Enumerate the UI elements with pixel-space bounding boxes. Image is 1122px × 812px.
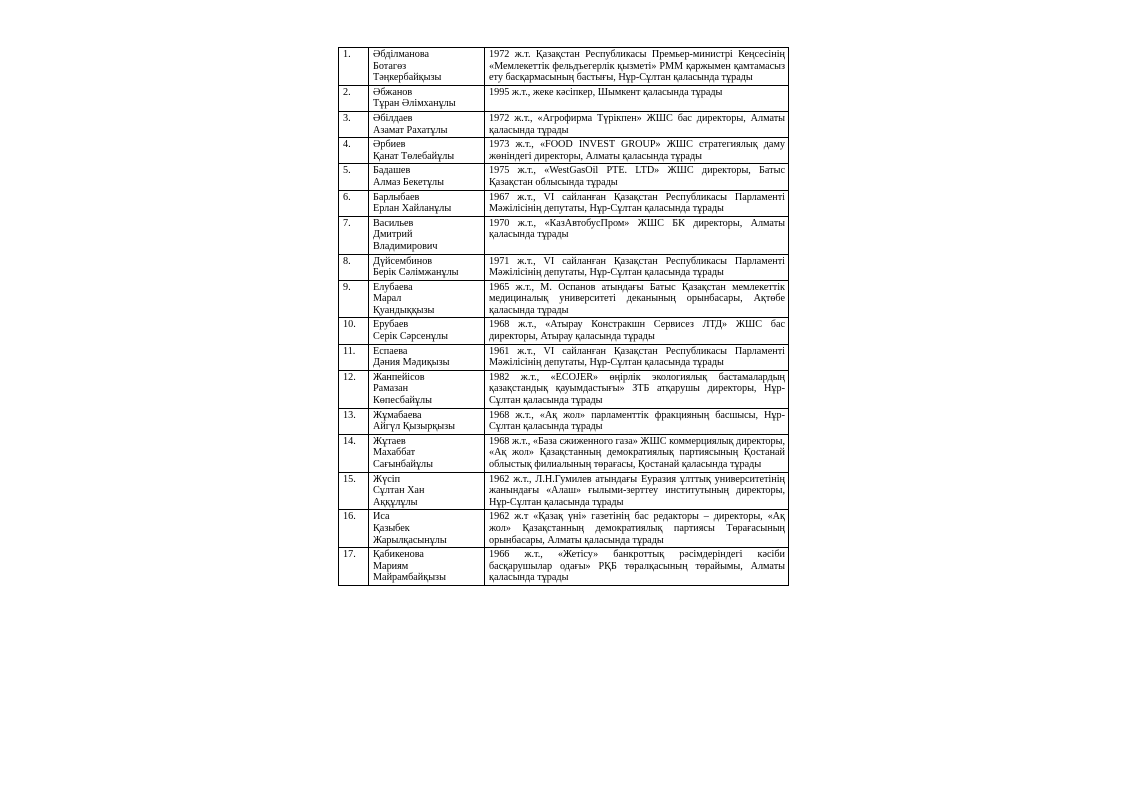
name-line: Әрбиев [373,139,406,151]
table-row [339,48,789,86]
table-row [339,190,789,216]
table-row [339,216,789,254]
name-line: Тұран Әлімханұлы [373,98,456,110]
row-info [485,510,789,548]
row-number: 8. [339,254,369,280]
name-line: Сағынбайұлы [373,459,433,470]
table-row [339,138,789,164]
name-line: Әбділманова [373,49,430,60]
row-info [485,111,789,137]
info-text: 1968 ж.т., «Ақ жол» парламенттік фракцияның басшысы, Нұр-Сұлтан қаласында тұрады [489,409,785,433]
row-number: 6. [339,190,369,216]
row-number: 10. [339,318,369,344]
row-name [369,216,485,254]
row-name [369,111,485,137]
name-line: Махаббат [373,447,416,459]
table-row [339,85,789,111]
row-name [369,344,485,370]
table-body [339,48,789,586]
row-info [485,48,789,86]
name-line: Дмитрий [373,229,413,241]
name-line: Ботагөз [373,60,407,72]
row-info [485,216,789,254]
table-row [339,548,789,586]
name-line: Алмаз Бекетұлы [373,176,444,188]
row-name [369,164,485,190]
row-number: 5. [339,164,369,190]
row-number: 17. [339,548,369,586]
name-line: Аққұлұлы [373,496,418,508]
name-line: Жұмабаева [373,409,422,421]
name-line: Қанат Төлебайұлы [373,150,455,162]
info-text: 1965 ж.т., М. Оспанов атындағы Батыс Қазақстан мемлекеттік медициналық университеті деканының орынбасары, Ақтөбе қаласында тұрады [489,281,785,316]
row-info [485,138,789,164]
row-info [485,254,789,280]
info-text: 1975 ж.т., «WestGasOil PTE. LTD» ЖШС директоры, Батыс Қазақстан облысында тұрады [489,165,785,188]
name-line: Барлыбаев [373,191,420,203]
row-name [369,85,485,111]
name-line: Әбжанов [373,86,413,98]
row-name [369,280,485,318]
name-line: Айгүл Қызырқызы [373,421,455,433]
row-info [485,85,789,111]
row-number: 1. [339,48,369,86]
info-text: 1961 ж.т., VI сайланған Қазақстан Республикасы Парламенті Мәжілісінің депутаты, Нұр-Сұлтан қаласында тұрады [489,345,785,369]
name-line: Қуандыққызы [373,304,435,316]
row-number: 4. [339,138,369,164]
info-text: 1982 ж.т., «ECOJER» өңірлік экологиялық бастамалардың қазақстандық қауымдастығы» ЗТБ атқарушы директоры, Нұр-Сұлтан қаласында тұрады [489,371,785,407]
name-line: Көпесбайұлы [373,395,432,407]
info-text: 1995 ж.т., жеке кәсіпкер, Шымкент қаласында тұрады [489,86,723,98]
table-row [339,318,789,344]
info-text: 1968 ж.т., «База сжиженного газа» ЖШС коммерциялық директоры, «Ақ жол» Қазақстанның демократиялық партиясының Қостанай облыстық филиалының төрағасы, Қостанай қаласында тұрады [489,435,785,470]
row-info [485,190,789,216]
row-number: 2. [339,85,369,111]
row-name [369,370,485,408]
table-row [339,370,789,408]
info-text: 1970 ж.т., «КазАвтобусПром» ЖШС БК директоры, Алматы қаласында тұрады [489,217,785,241]
name-line: Мариям [373,560,409,572]
table-row [339,472,789,510]
row-info [485,164,789,190]
info-text: 1972 ж.т., «Агрофирма Түрікпен» ЖШС бас директоры, Алматы қаласында тұрады [489,112,785,136]
row-name [369,190,485,216]
info-text: 1962 ж.т., Л.Н.Гумилев атындағы Еуразия ұлттық университетінің жанындағы «Алаш» ғылыми-зерттеу институтының директоры, Нұр-Сұлтан қаласында тұрады [489,473,785,508]
name-line: Еспаева [373,345,408,357]
table-row [339,111,789,137]
table-row [339,434,789,472]
name-line: Марал [373,293,402,305]
table-row [339,164,789,190]
row-info [485,318,789,344]
row-info [485,548,789,586]
info-text: 1968 ж.т., «Атырау Констракшн Сервисез ЛТД» ЖШС бас директоры, Атырау қаласында тұрады [489,319,785,343]
name-line: Рамазан [373,383,409,395]
row-info [485,280,789,318]
row-number: 15. [339,472,369,510]
name-line: Азамат Рахатұлы [373,124,448,136]
info-text: 1962 ж.т «Қазақ үні» газетінің бас редакторы – директоры, «Ақ жол» Қазақстанның демократиялық партиясы Төрағасының орынбасары, Алматы қаласында тұрады [489,511,785,546]
row-name [369,434,485,472]
name-line: Васильев [373,217,414,229]
table-row [339,254,789,280]
row-name [369,138,485,164]
row-info [485,434,789,472]
name-line: Владимирович [373,240,438,252]
name-line: Сұлтан Хан [373,485,425,497]
name-line: Ерубаев [373,319,409,331]
row-name [369,510,485,548]
name-line: Жұтаев [373,435,406,447]
name-line: Иса [373,511,390,523]
row-number: 13. [339,408,369,434]
info-text: 1966 ж.т., «Жетісу» банкроттық рәсімдеріндегі кәсіби басқарушылар одағы» РҚБ төралқасының төрайымы, Алматы қаласында тұрады [489,549,785,584]
row-info [485,472,789,510]
name-line: Бадашев [373,165,411,177]
row-number: 3. [339,111,369,137]
candidates-table [338,47,789,586]
table-row [339,280,789,318]
name-line: Елубаева [373,281,413,293]
row-number: 9. [339,280,369,318]
row-number: 12. [339,370,369,408]
name-line: Дәния Мәдиқызы [373,357,450,369]
row-number: 14. [339,434,369,472]
row-info [485,344,789,370]
info-text: 1972 ж.т. Қазақстан Республикасы Премьер-министрі Кеңсесінің «Мемлекеттік фельдъегерлік қызметі» РММ қаржымен қамтамасыз ету басқармасының бастығы, Нұр-Сұлтан қаласында тұрады [489,49,785,84]
name-line: Жарылқасынұлы [373,534,447,546]
table-row [339,510,789,548]
name-line: Әбілдаев [373,112,413,124]
name-line: Қазыбек [373,522,410,534]
name-line: Берік Сәлімжанұлы [373,267,459,279]
table-row [339,408,789,434]
name-line: Тәңкербайқызы [373,72,442,84]
name-line: Ерлан Хайланұлы [373,203,452,215]
info-text: 1967 ж.т., VI сайланған Қазақстан Республикасы Парламенті Мәжілісінің депутаты, Нұр-Сұлтан қаласында тұрады [489,191,785,215]
info-text: 1971 ж.т., VI сайланған Қазақстан Республикасы Парламенті Мәжілісінің депутаты, Нұр-Сұлтан қаласында тұрады [489,255,785,279]
row-info [485,408,789,434]
row-name [369,318,485,344]
name-line: Майрамбайқызы [373,572,446,584]
name-line: Серік Сәрсенұлы [373,331,448,343]
row-name [369,548,485,586]
row-number: 11. [339,344,369,370]
name-line: Жүсіп [373,473,401,485]
name-line: Қабикенова [373,549,424,561]
name-line: Дүйсембинов [373,255,433,267]
row-name [369,254,485,280]
table-row [339,344,789,370]
info-text: 1973 ж.т., «FOOD INVEST GROUP» ЖШС стратегиялық даму жөніндегі директоры, Алматы қаласында тұрады [489,139,785,162]
row-info [485,370,789,408]
row-number: 7. [339,216,369,254]
name-line: Жанпейісов [373,371,425,383]
row-name [369,472,485,510]
row-name [369,408,485,434]
row-number: 16. [339,510,369,548]
row-name [369,48,485,86]
